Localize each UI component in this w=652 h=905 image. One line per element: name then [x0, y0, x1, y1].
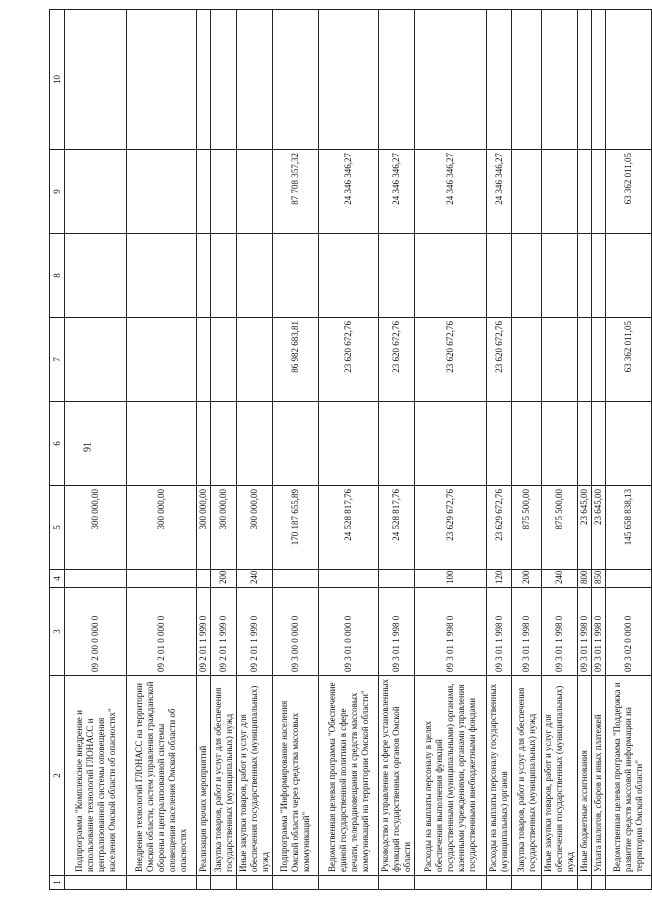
amount-col8 [606, 234, 652, 318]
amount-col10 [487, 10, 512, 150]
amount-col6 [273, 402, 319, 486]
header-row [50, 10, 65, 890]
amount-col9: 24 346 346,27 [487, 150, 512, 234]
amount-col6 [512, 402, 542, 486]
item-name: Иные закупки товаров, работ и услуг для обеспечения государственных (муниципальных) нужд [542, 676, 578, 876]
expense-type: 200 [211, 570, 237, 588]
target-code: 09 3 01 1 998 0 [542, 588, 578, 676]
index-cell [578, 876, 592, 890]
amount-col10 [127, 10, 197, 150]
amount-col10 [542, 10, 578, 150]
amount-col9: 24 346 346,27 [415, 150, 487, 234]
item-name: Закупка товаров, работ и услуг для обеспечения государственных (муниципальных) нужд [211, 676, 237, 876]
header-cell: 5 [50, 486, 65, 570]
table-row [127, 10, 197, 890]
item-name: Подпрограмма "Информирование населения Омской области через средства массовых коммуникаций" [273, 676, 319, 876]
amount-col10 [592, 10, 606, 150]
amount-col7 [211, 318, 237, 402]
expense-type [197, 570, 211, 588]
amount-col6 [592, 402, 606, 486]
amount-col5: 145 658 838,13 [606, 486, 652, 570]
target-code: 09 3 01 0 000 0 [319, 588, 379, 676]
amount-col5: 300 000,00 [127, 486, 197, 570]
amount-col10 [273, 10, 319, 150]
expense-type [273, 570, 319, 588]
target-code: 09 2 00 0 000 0 [65, 588, 127, 676]
amount-col7 [512, 318, 542, 402]
target-code: 09 3 00 0 000 0 [273, 588, 319, 676]
target-code: 09 3 01 1 998 0 [512, 588, 542, 676]
item-name: Ведомственная целевая программа "Поддержка и развитие средств массовой информации на территории Омской области" [606, 676, 652, 876]
table-row [606, 10, 652, 890]
item-name: Расходы на выплаты персоналу государственных (муниципальных) органов [487, 676, 512, 876]
amount-col7 [237, 318, 273, 402]
table-row [65, 10, 127, 890]
header-cell: 4 [50, 570, 65, 588]
amount-col5: 300 000,00 [211, 486, 237, 570]
header-cell: 2 [50, 676, 65, 876]
amount-col5: 24 528 817,76 [319, 486, 379, 570]
amount-col9 [211, 150, 237, 234]
amount-col10 [65, 10, 127, 150]
amount-col8 [415, 234, 487, 318]
target-code: 09 2 01 1 999 0 [197, 588, 211, 676]
amount-col8 [542, 234, 578, 318]
index-cell [237, 876, 273, 890]
amount-col10 [578, 10, 592, 150]
item-name: Реализация прочих мероприятий [197, 676, 211, 876]
header-cell: 3 [50, 588, 65, 676]
amount-col5: 300 000,00 [197, 486, 211, 570]
index-cell [273, 876, 319, 890]
index-cell [319, 876, 379, 890]
amount-col10 [197, 10, 211, 150]
index-cell [65, 876, 127, 890]
amount-col7 [197, 318, 211, 402]
amount-col7 [127, 318, 197, 402]
amount-col5: 23 645,00 [578, 486, 592, 570]
index-cell [606, 876, 652, 890]
amount-col7: 23 620 672,76 [379, 318, 415, 402]
header-cell: 1 [50, 876, 65, 890]
expense-type: 100 [415, 570, 487, 588]
index-cell [512, 876, 542, 890]
table-row [237, 10, 273, 890]
amount-col9: 87 708 357,32 [273, 150, 319, 234]
amount-col5: 23 645,00 [592, 486, 606, 570]
item-name: Внедрение технологий ГЛОНАСС на территории Омской области, систем управления гражданской обороны и централизованной системы оповещения населения Омской области об опасностях [127, 676, 197, 876]
amount-col7: 86 982 683,81 [273, 318, 319, 402]
table-row [211, 10, 237, 890]
table-row [487, 10, 512, 890]
amount-col5: 24 528 817,76 [379, 486, 415, 570]
header-cell: 10 [50, 10, 65, 150]
amount-col8 [273, 234, 319, 318]
page-number: 91 [82, 442, 94, 452]
header-cell: 6 [50, 402, 65, 486]
amount-col7 [542, 318, 578, 402]
target-code: 09 3 01 1 998 0 [578, 588, 592, 676]
amount-col8 [319, 234, 379, 318]
amount-col9 [578, 150, 592, 234]
amount-col8 [65, 234, 127, 318]
item-name: Иные бюджетные ассигнования [578, 676, 592, 876]
amount-col7: 23 620 672,76 [487, 318, 512, 402]
amount-col6 [211, 402, 237, 486]
amount-col8 [127, 234, 197, 318]
index-cell [379, 876, 415, 890]
table-row [415, 10, 487, 890]
amount-col6 [578, 402, 592, 486]
amount-col10 [237, 10, 273, 150]
budget-table [49, 9, 652, 890]
amount-col7: 63 362 011,05 [606, 318, 652, 402]
table-row [512, 10, 542, 890]
amount-col9 [197, 150, 211, 234]
expense-type: 120 [487, 570, 512, 588]
amount-col8 [578, 234, 592, 318]
expense-type [319, 570, 379, 588]
expense-type: 800 [578, 570, 592, 588]
amount-col8 [211, 234, 237, 318]
target-code: 09 3 02 0 000 0 [606, 588, 652, 676]
item-name: Закупка товаров, работ и услуг для обеспечения государственных (муниципальных) нужд [512, 676, 542, 876]
index-cell [211, 876, 237, 890]
amount-col9 [512, 150, 542, 234]
target-code: 09 3 01 1 998 0 [415, 588, 487, 676]
item-name: Иные закупки товаров, работ и услуг для обеспечения государственных (муниципальных) нужд [237, 676, 273, 876]
amount-col6 [487, 402, 512, 486]
item-name: Ведомственная целевая программа "Обеспечение единой государственной политики в сфере печати, телерадиовещания и средств массовых коммуникаций на территории Омской области" [319, 676, 379, 876]
amount-col7 [592, 318, 606, 402]
amount-col5: 300 000,00 [65, 486, 127, 570]
amount-col6 [606, 402, 652, 486]
index-cell [487, 876, 512, 890]
amount-col6 [197, 402, 211, 486]
header-cell: 7 [50, 318, 65, 402]
table-row [273, 10, 319, 890]
amount-col6 [415, 402, 487, 486]
amount-col8 [512, 234, 542, 318]
target-code: 09 3 01 1 998 0 [592, 588, 606, 676]
index-cell [542, 876, 578, 890]
index-cell [127, 876, 197, 890]
amount-col10 [415, 10, 487, 150]
amount-col7: 23 620 672,76 [415, 318, 487, 402]
amount-col6 [319, 402, 379, 486]
amount-col9 [237, 150, 273, 234]
amount-col9: 63 362 011,05 [606, 150, 652, 234]
header-cell: 9 [50, 150, 65, 234]
amount-col8 [237, 234, 273, 318]
amount-col8 [197, 234, 211, 318]
table-row [592, 10, 606, 890]
amount-col7 [578, 318, 592, 402]
expense-type: 240 [237, 570, 273, 588]
target-code: 09 3 01 1 998 0 [379, 588, 415, 676]
header-cell: 8 [50, 234, 65, 318]
expense-type [127, 570, 197, 588]
table-row [542, 10, 578, 890]
amount-col6 [237, 402, 273, 486]
amount-col6 [65, 402, 127, 486]
amount-col7: 23 620 672,76 [319, 318, 379, 402]
amount-col6 [542, 402, 578, 486]
expense-type [379, 570, 415, 588]
amount-col10 [211, 10, 237, 150]
expense-type: 200 [512, 570, 542, 588]
target-code: 09 3 01 1 998 0 [487, 588, 512, 676]
amount-col9 [127, 150, 197, 234]
amount-col5: 875 500,00 [512, 486, 542, 570]
amount-col9 [65, 150, 127, 234]
amount-col6 [127, 402, 197, 486]
amount-col6 [379, 402, 415, 486]
amount-col10 [319, 10, 379, 150]
item-name: Уплата налогов, сборов и иных платежей [592, 676, 606, 876]
amount-col9 [542, 150, 578, 234]
expense-type: 240 [542, 570, 578, 588]
target-code: 09 2 01 1 999 0 [237, 588, 273, 676]
amount-col5: 300 000,00 [237, 486, 273, 570]
amount-col9 [592, 150, 606, 234]
amount-col10 [606, 10, 652, 150]
expense-type [65, 570, 127, 588]
amount-col8 [379, 234, 415, 318]
item-name: Расходы на выплаты персоналу в целях обеспечения выполнения функций государственными (муниципальными) органами, казенными учреждениями, органами управления государственными внебюджетными фондами [415, 676, 487, 876]
amount-col5: 23 629 672,76 [415, 486, 487, 570]
amount-col5: 875 500,00 [542, 486, 578, 570]
amount-col10 [512, 10, 542, 150]
table-row [578, 10, 592, 890]
index-cell [415, 876, 487, 890]
amount-col10 [379, 10, 415, 150]
table-row [319, 10, 379, 890]
target-code: 09 2 01 1 999 0 [211, 588, 237, 676]
amount-col5: 23 629 672,76 [487, 486, 512, 570]
index-cell [197, 876, 211, 890]
expense-type: 850 [592, 570, 606, 588]
index-cell [592, 876, 606, 890]
target-code: 09 2 01 0 000 0 [127, 588, 197, 676]
rotated-page [49, 10, 644, 890]
expense-type [606, 570, 652, 588]
amount-col9: 24 346 346,27 [319, 150, 379, 234]
item-name: Подпрограмма "Комплексное внедрение и использование технологий ГЛОНАСС и централизованной системы оповещения населения Омской области об опасностях" [65, 676, 127, 876]
table-row [197, 10, 211, 890]
amount-col8 [592, 234, 606, 318]
amount-col9: 24 346 346,27 [379, 150, 415, 234]
amount-col5: 170 187 655,89 [273, 486, 319, 570]
amount-col7 [65, 318, 127, 402]
item-name: Руководство и управление в сфере установленных функций государственных органов Омской области [379, 676, 415, 876]
amount-col8 [487, 234, 512, 318]
table-row [379, 10, 415, 890]
